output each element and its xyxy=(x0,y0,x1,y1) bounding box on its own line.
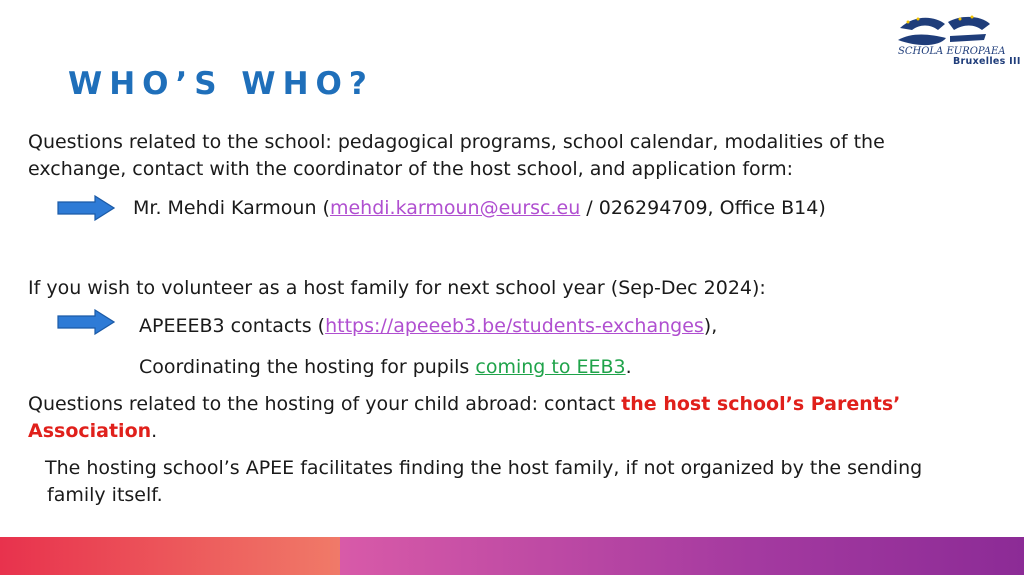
coming-to-eeb3-link[interactable]: coming to EEB3 xyxy=(475,356,626,378)
footer-bar-left xyxy=(0,537,340,575)
right-arrow-icon xyxy=(57,195,115,221)
parents-association-emphasis: the host school’s Parents’ xyxy=(621,393,901,415)
coordinator-contact xyxy=(133,195,826,222)
school-questions-line2: exchange, contact with the coordinator of the host school, and application form: xyxy=(28,158,794,180)
abroad-suffix: . xyxy=(151,420,158,442)
right-arrow-icon xyxy=(57,309,115,335)
school-questions-line1: Questions related to the school: pedagogical programs, school calendar, modalities of the xyxy=(28,131,885,153)
coord-suffix: . xyxy=(625,356,632,378)
footer-bar-right xyxy=(340,537,1024,575)
abroad-questions-line2 xyxy=(28,418,157,445)
coordinating-hosting xyxy=(139,354,632,381)
logo-wordmark: SCHOLA EUROPAEA xyxy=(898,46,1006,57)
coordinator-email-link[interactable]: mehdi.karmoun@eursc.eu xyxy=(329,197,581,219)
apeeeb3-contacts xyxy=(139,313,717,340)
apee-note-line1: The hosting school’s APEE facilitates finding the host family, if not organized by the sending xyxy=(45,457,923,479)
footer-gradient-bar xyxy=(0,537,1024,575)
contacts-suffix: ), xyxy=(703,315,718,337)
contact-prefix: Mr. Mehdi Karmoun ( xyxy=(133,197,330,219)
page-title: WHO’S WHO? xyxy=(68,66,374,102)
logo-subtitle: Bruxelles III xyxy=(953,56,1021,67)
abroad-prefix: Questions related to the hosting of your child abroad: contact xyxy=(28,393,622,415)
contacts-prefix: APEEEB3 contacts ( xyxy=(139,315,326,337)
abroad-questions-line1 xyxy=(28,391,900,418)
coord-prefix: Coordinating the hosting for pupils xyxy=(139,356,476,378)
apee-note-line2: family itself. xyxy=(47,484,163,506)
contact-suffix: / 026294709, Office B14) xyxy=(580,197,826,219)
apeeeb3-link[interactable]: https://apeeeb3.be/students-exchanges xyxy=(325,315,704,337)
volunteer-heading: If you wish to volunteer as a host family for next school year (Sep-Dec 2024): xyxy=(28,277,766,299)
association-emphasis: Association xyxy=(28,420,152,442)
